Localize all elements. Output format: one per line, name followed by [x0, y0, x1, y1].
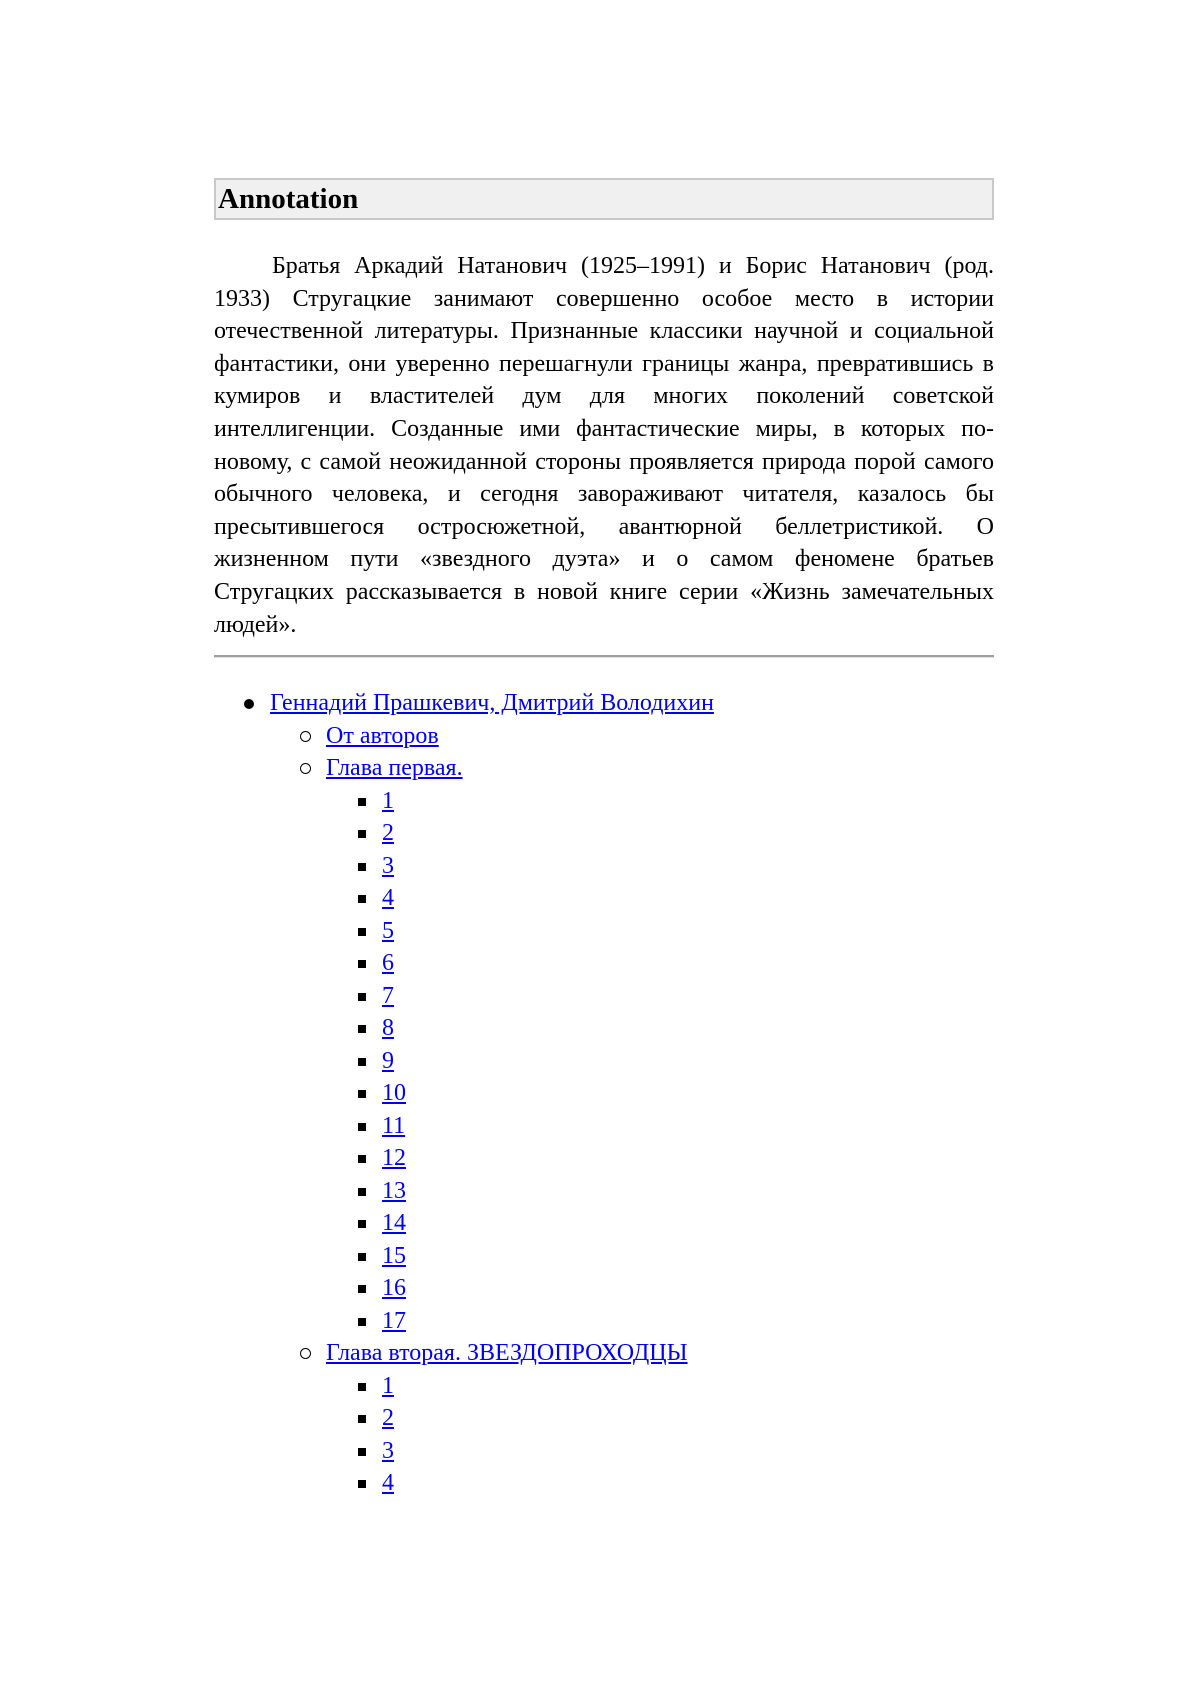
chapter-1-section-item: [326, 785, 994, 818]
square-bullet-icon: [358, 1318, 366, 1326]
square-bullet-icon: [358, 1253, 366, 1261]
toc-chapter-1-sections: [326, 785, 994, 1338]
square-bullet-icon: [358, 1480, 366, 1488]
square-bullet-icon: [358, 960, 366, 968]
chapter-1-section-link[interactable]: 13: [382, 1177, 406, 1204]
chapter-2-section-item: [326, 1402, 994, 1435]
chapter-1-section-item: [326, 1305, 994, 1338]
square-bullet-icon: [358, 1123, 366, 1131]
chapter-2-section-link[interactable]: 4: [382, 1470, 394, 1497]
square-bullet-icon: [358, 1025, 366, 1033]
square-bullet-icon: [358, 1155, 366, 1163]
chapter-1-section-link[interactable]: 10: [382, 1080, 406, 1107]
toc-level-1: [214, 687, 994, 1500]
divider: [214, 655, 994, 657]
chapter-1-section-item: [326, 1175, 994, 1208]
square-bullet-icon: [358, 830, 366, 838]
chapter-1-section-link[interactable]: 5: [382, 917, 394, 944]
chapter-2-section-link[interactable]: 2: [382, 1405, 394, 1432]
chapter-1-section-item: [326, 1272, 994, 1305]
chapter-1-section-item: [326, 1240, 994, 1273]
toc-item-authors: [214, 687, 994, 1500]
square-bullet-icon: [358, 1058, 366, 1066]
circle-bullet-icon: [300, 763, 311, 774]
chapter-1-section-item: [326, 1045, 994, 1078]
toc-item-chapter-1: [270, 752, 994, 1337]
chapter-1-section-item: [326, 1012, 994, 1045]
chapter-2-section-item: [326, 1435, 994, 1468]
chapter-1-section-link[interactable]: 6: [382, 950, 394, 977]
circle-bullet-icon: [300, 731, 311, 742]
toc-item-from-authors: [270, 720, 994, 753]
chapter-2-section-item: [326, 1467, 994, 1500]
chapter-1-section-item: [326, 882, 994, 915]
chapter-1-section-item: [326, 915, 994, 948]
chapter-1-section-item: [326, 817, 994, 850]
toc-level-2: [270, 720, 994, 1500]
square-bullet-icon: [358, 1285, 366, 1293]
square-bullet-icon: [358, 895, 366, 903]
chapter-1-section-link[interactable]: 12: [382, 1145, 406, 1172]
square-bullet-icon: [358, 863, 366, 871]
square-bullet-icon: [358, 1220, 366, 1228]
circle-bullet-icon: [300, 1348, 311, 1359]
chapter-1-section-link[interactable]: 4: [382, 885, 394, 912]
square-bullet-icon: [358, 1090, 366, 1098]
document-page: [214, 178, 994, 1500]
chapter-1-section-item: [326, 980, 994, 1013]
square-bullet-icon: [358, 1383, 366, 1391]
square-bullet-icon: [358, 798, 366, 806]
chapter-1-section-link[interactable]: 16: [382, 1275, 406, 1302]
chapter-1-section-link[interactable]: 1: [382, 787, 394, 814]
chapter-1-section-item: [326, 850, 994, 883]
annotation-heading: Annotation: [214, 178, 994, 220]
chapter-1-section-item: [326, 947, 994, 980]
chapter-1-section-link[interactable]: 9: [382, 1047, 394, 1074]
toc-link-authors[interactable]: Геннадий Прашкевич, Дмитрий Володихин: [270, 690, 714, 717]
chapter-1-section-item: [326, 1207, 994, 1240]
chapter-1-section-link[interactable]: 14: [382, 1210, 406, 1237]
chapter-2-section-link[interactable]: 3: [382, 1437, 394, 1464]
table-of-contents: [214, 687, 994, 1500]
chapter-1-section-link[interactable]: 3: [382, 852, 394, 879]
chapter-1-section-link[interactable]: 17: [382, 1307, 406, 1334]
toc-link-chapter-2[interactable]: Глава вторая. ЗВЕЗДОПРОХОДЦЫ: [326, 1340, 688, 1367]
toc-link-chapter-1[interactable]: Глава первая.: [326, 755, 463, 782]
square-bullet-icon: [358, 1415, 366, 1423]
square-bullet-icon: [358, 1188, 366, 1196]
chapter-2-section-item: [326, 1370, 994, 1403]
chapter-1-section-link[interactable]: 11: [382, 1112, 406, 1139]
chapter-1-section-link[interactable]: 15: [382, 1242, 406, 1269]
chapter-2-section-link[interactable]: 1: [382, 1372, 394, 1399]
disc-bullet-icon: [244, 699, 254, 709]
chapter-1-section-link[interactable]: 7: [382, 982, 394, 1009]
annotation-text: Братья Аркадий Натанович (1925–1991) и Борис Натанович (род. 1933) Стругацкие занимают совершенно особое место в истории отечественной литературы. Признанные классики научной и социальной фантастики, они уверенно перешагнули границы жанра, превратившись в кумиров и властителей дум для многих поколений советской интеллигенции. Созданные ими фантастические миры, в которых по-новому, с самой неожиданной стороны проявляется природа порой самого обычного человека, и сегодня завораживают читателя, казалось бы пресытившегося остросюжетной, авантюрной беллетристикой. О жизненном пути «звездного дуэта» и о самом феномене братьев Стругацких рассказывается в новой книге серии «Жизнь замечательных людей».: [214, 253, 994, 638]
chapter-1-section-link[interactable]: 2: [382, 820, 394, 847]
chapter-1-section-item: [326, 1110, 994, 1143]
square-bullet-icon: [358, 928, 366, 936]
chapter-1-section-item: [326, 1142, 994, 1175]
square-bullet-icon: [358, 993, 366, 1001]
toc-chapter-2-sections: [326, 1370, 994, 1500]
chapter-1-section-item: [326, 1077, 994, 1110]
chapter-1-section-link[interactable]: 8: [382, 1015, 394, 1042]
square-bullet-icon: [358, 1448, 366, 1456]
toc-item-chapter-2: [270, 1337, 994, 1500]
toc-link-from-authors[interactable]: От авторов: [326, 722, 439, 749]
